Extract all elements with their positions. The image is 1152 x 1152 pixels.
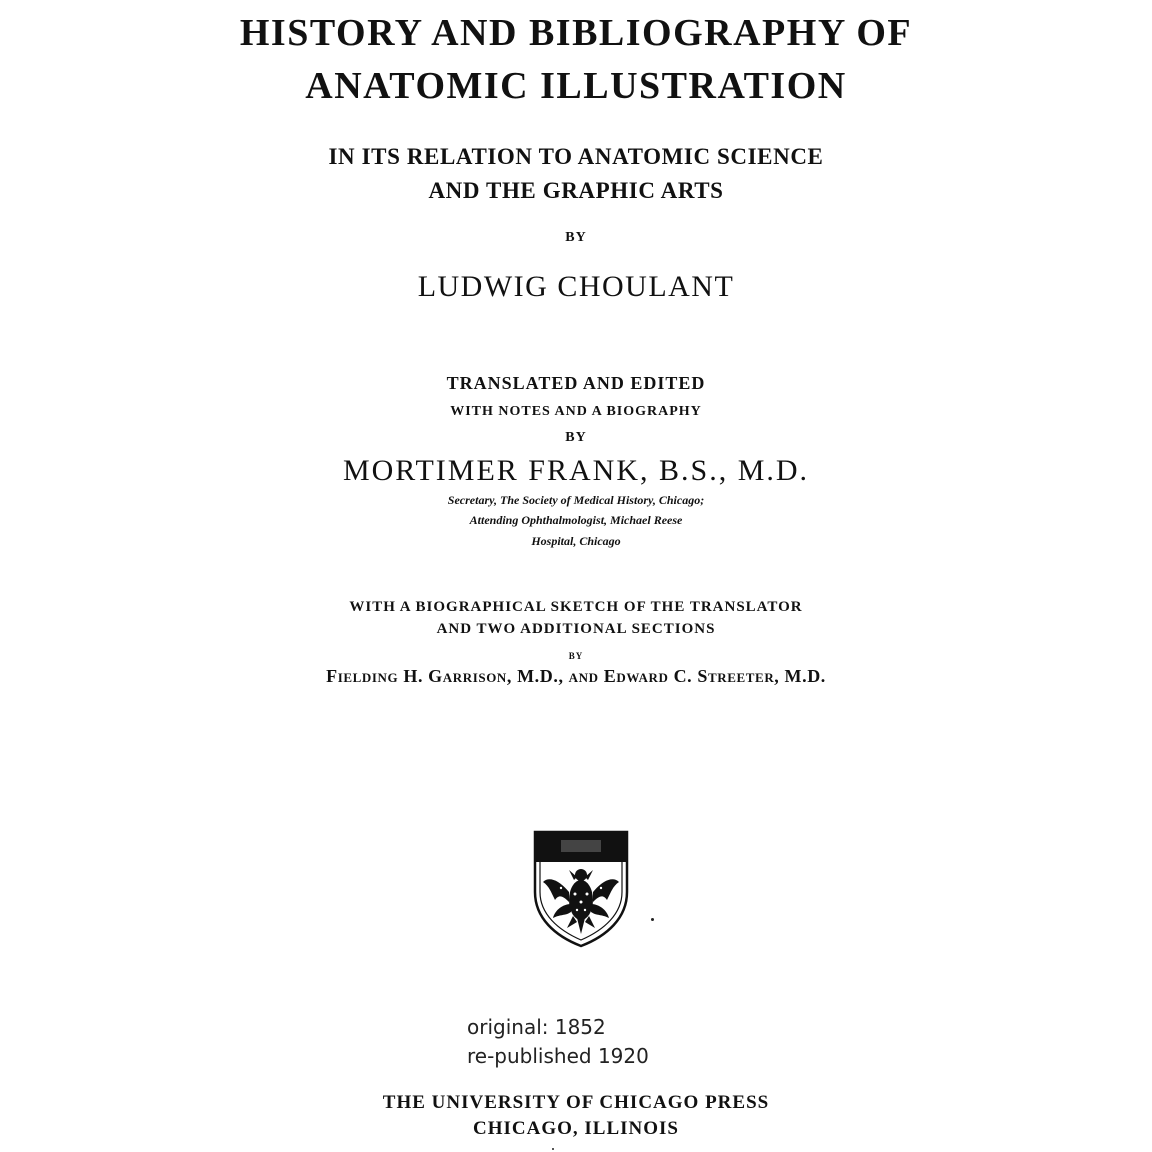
print-speck [651,918,654,921]
publisher-location: CHICAGO, ILLINOIS [473,1118,679,1139]
university-seal-icon [533,830,629,948]
republished-date: re-published 1920 [467,1044,649,1068]
translated-line-1: TRANSLATED AND EDITED [446,373,706,393]
publisher-name: THE UNIVERSITY OF CHICAGO PRESS [382,1092,770,1113]
translator-credential-3: Hospital, Chicago [531,534,621,548]
title-line-2: ANATOMIC ILLUSTRATION [305,65,847,107]
title-line-1: HISTORY AND BIBLIOGRAPHY OF [239,12,913,54]
original-date: original: 1852 [467,1015,606,1039]
subtitle-line-2: AND THE GRAPHIC ARTS [428,178,724,203]
translator-name: MORTIMER FRANK, B.S., M.D. [342,454,810,487]
sketch-line-1: WITH A BIOGRAPHICAL SKETCH OF THE TRANSLATOR [349,599,803,615]
by-label: BY [565,230,587,245]
print-speck [552,1148,554,1150]
translator-credential-1: Secretary, The Society of Medical History, Chicago; [447,493,705,507]
translator-credential-2: Attending Ophthalmologist, Michael Reese [469,513,683,527]
sketch-by-label: BY [568,651,584,661]
translated-by-label: BY [565,430,587,445]
sketch-line-2: AND TWO ADDITIONAL SECTIONS [436,621,716,637]
subtitle-line-1: IN ITS RELATION TO ANATOMIC SCIENCE [328,144,824,169]
contributors: Fielding H. Garrison, M.D., and Edward C. Streeter, M.D. [326,666,826,686]
translated-line-2: WITH NOTES AND A BIOGRAPHY [450,404,702,419]
author-name: LUDWIG CHOULANT [417,270,735,303]
